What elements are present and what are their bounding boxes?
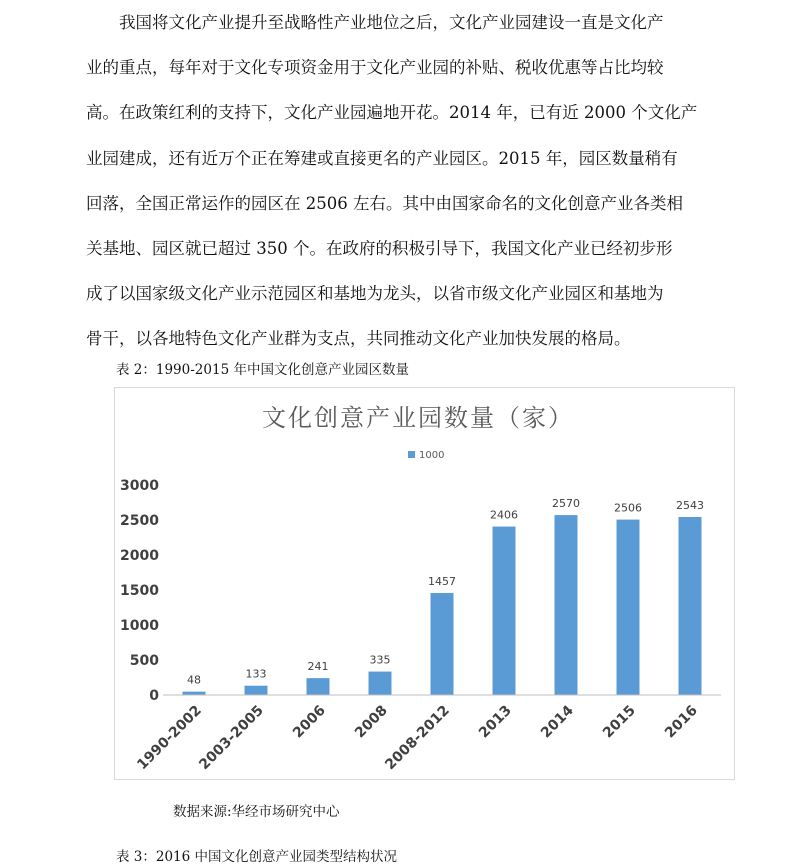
source-note: 数据来源:华经市场研究中心 — [173, 804, 340, 820]
x-tick-label: 2008 — [351, 702, 391, 742]
data-label: 335 — [369, 653, 391, 667]
x-axis — [134, 695, 721, 773]
chart-canvas — [115, 388, 734, 779]
chart-title: 文化创意产业园数量（家） — [262, 404, 574, 432]
bar — [431, 593, 454, 695]
y-tick-label: 1000 — [120, 618, 159, 634]
data-label: 2570 — [552, 497, 580, 511]
x-tick-label: 2003-2005 — [196, 702, 267, 774]
x-tick-label: 2008-2012 — [382, 702, 453, 774]
bar — [617, 520, 640, 695]
x-tick-label: 2016 — [661, 702, 701, 742]
x-tick-label: 2015 — [599, 702, 639, 742]
bar — [369, 672, 392, 695]
body-paragraph — [86, 0, 698, 362]
bar — [679, 517, 702, 695]
y-tick-label: 1500 — [120, 583, 159, 599]
data-label: 1457 — [428, 575, 456, 589]
paragraph-line: 回落，全国正常运作的园区在 2506 左右。其中由国家命名的文化创意产业各类相 — [86, 193, 683, 213]
y-tick-label: 2000 — [120, 548, 159, 564]
y-tick-label: 3000 — [120, 478, 159, 494]
x-tick-label: 1990-2002 — [134, 702, 205, 774]
data-label: 2506 — [614, 501, 642, 515]
data-label: 241 — [307, 660, 329, 674]
y-tick-label: 2500 — [120, 513, 159, 529]
data-label: 48 — [187, 673, 201, 687]
paragraph-line: 业的重点，每年对于文化专项资金用于文化产业园的补贴、税收优惠等占比均较 — [86, 58, 664, 78]
data-label: 2406 — [490, 508, 518, 522]
x-tick-label: 2013 — [475, 702, 515, 742]
bar — [493, 527, 516, 695]
legend-swatch — [408, 451, 415, 458]
data-label: 2543 — [676, 498, 704, 512]
y-tick-label: 500 — [129, 653, 159, 669]
paragraph-line: 高。在政策红利的支持下，文化产业园遍地开花。2014 年，已有近 2000 个文化产 — [86, 103, 698, 123]
table-3-caption: 表 3：2016 中国文化创意产业园类型结构状况 — [116, 849, 398, 865]
y-tick-label: 0 — [149, 688, 159, 704]
bars-group — [183, 497, 705, 695]
bar — [245, 686, 268, 695]
paragraph-line: 业园建成，还有近万个正在筹建或直接更名的产业园区。2015 年，园区数量稍有 — [86, 148, 678, 168]
paragraph-line: 关基地、园区就已超过 350 个。在政府的积极引导下，我国文化产业已经初步形 — [86, 239, 673, 259]
x-tick-label: 2014 — [537, 702, 577, 742]
bar-chart — [114, 387, 735, 780]
legend-label: 1000 — [419, 450, 445, 461]
bar — [555, 515, 578, 695]
paragraph-line: 我国将文化产业提升至战略性产业地位之后，文化产业园建设一直是文化产 — [119, 13, 664, 32]
paragraph-line: 骨干，以各地特色文化产业群为支点，共同推动文化产业加快发展的格局。 — [86, 329, 631, 349]
data-label: 133 — [245, 667, 267, 681]
y-axis — [120, 478, 159, 704]
paragraph-line: 成了以国家级文化产业示范园区和基地为龙头，以省市级文化产业园区和基地为 — [86, 284, 664, 304]
bar — [307, 678, 330, 695]
bar — [183, 692, 206, 695]
x-tick-label: 2006 — [289, 702, 329, 742]
table-2-caption: 表 2：1990-2015 年中国文化创意产业园区数量 — [116, 362, 409, 378]
